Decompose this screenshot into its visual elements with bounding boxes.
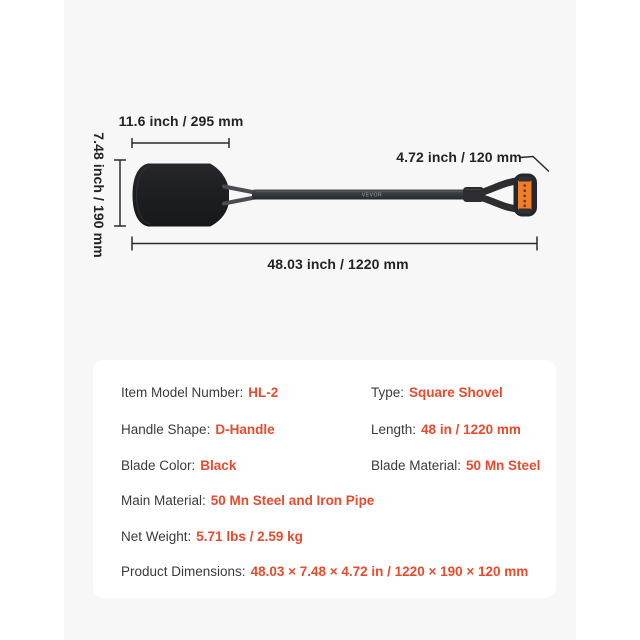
blade-height-bracket	[114, 160, 126, 226]
spec-label: Blade Color:	[121, 458, 196, 473]
spec-main-material	[121, 491, 374, 511]
spec-value: 48.03 × 7.48 × 4.72 in / 1220 × 190 × 120 mm	[250, 564, 529, 579]
spec-value: Black	[200, 458, 237, 473]
grip-width-label: 4.72 inch / 120 mm	[396, 149, 522, 165]
blade-width-label: 11.6 inch / 295 mm	[118, 113, 244, 129]
spec-net-weight	[121, 527, 303, 547]
spec-label: Product Dimensions:	[121, 564, 246, 579]
spec-product-dimensions	[121, 562, 528, 582]
grip-bottom-cap	[518, 209, 532, 214]
spec-value: HL-2	[248, 385, 279, 400]
spec-item-model	[121, 383, 278, 403]
spec-length	[371, 420, 521, 440]
spec-label: Main Material:	[121, 493, 206, 508]
spec-card	[93, 360, 556, 598]
blade-height-label: 7.48 inch / 190 mm	[91, 132, 107, 258]
total-length-bracket	[132, 237, 537, 251]
spec-value: 50 Mn Steel and Iron Pipe	[210, 493, 375, 508]
spec-label: Handle Shape:	[121, 422, 211, 437]
spec-label: Type:	[371, 385, 405, 400]
shovel-blade	[133, 164, 230, 227]
spec-label: Blade Material:	[371, 458, 462, 473]
grip-top-cap	[518, 177, 532, 182]
brand-mark: VEVOR	[361, 192, 383, 199]
spec-type	[371, 383, 503, 403]
d-handle-lower-arm	[483, 198, 517, 209]
spec-label: Length:	[371, 422, 417, 437]
spec-handle-shape	[121, 420, 275, 440]
d-handle-upper-arm	[483, 181, 517, 192]
spec-label: Net Weight:	[121, 529, 192, 544]
blade-width-bracket	[132, 138, 229, 148]
spec-value: D-Handle	[215, 422, 275, 437]
spec-value: 50 Mn Steel	[466, 458, 541, 473]
shovel-shaft	[252, 190, 468, 200]
spec-label: Item Model Number:	[121, 385, 244, 400]
total-length-label: 48.03 inch / 1220 mm	[267, 256, 409, 272]
spec-blade-material	[371, 456, 540, 476]
spec-value: 5.71 lbs / 2.59 kg	[196, 529, 303, 544]
spec-blade-color	[121, 456, 236, 476]
spec-value: 48 in / 1220 mm	[421, 422, 521, 437]
spec-value: Square Shovel	[409, 385, 503, 400]
